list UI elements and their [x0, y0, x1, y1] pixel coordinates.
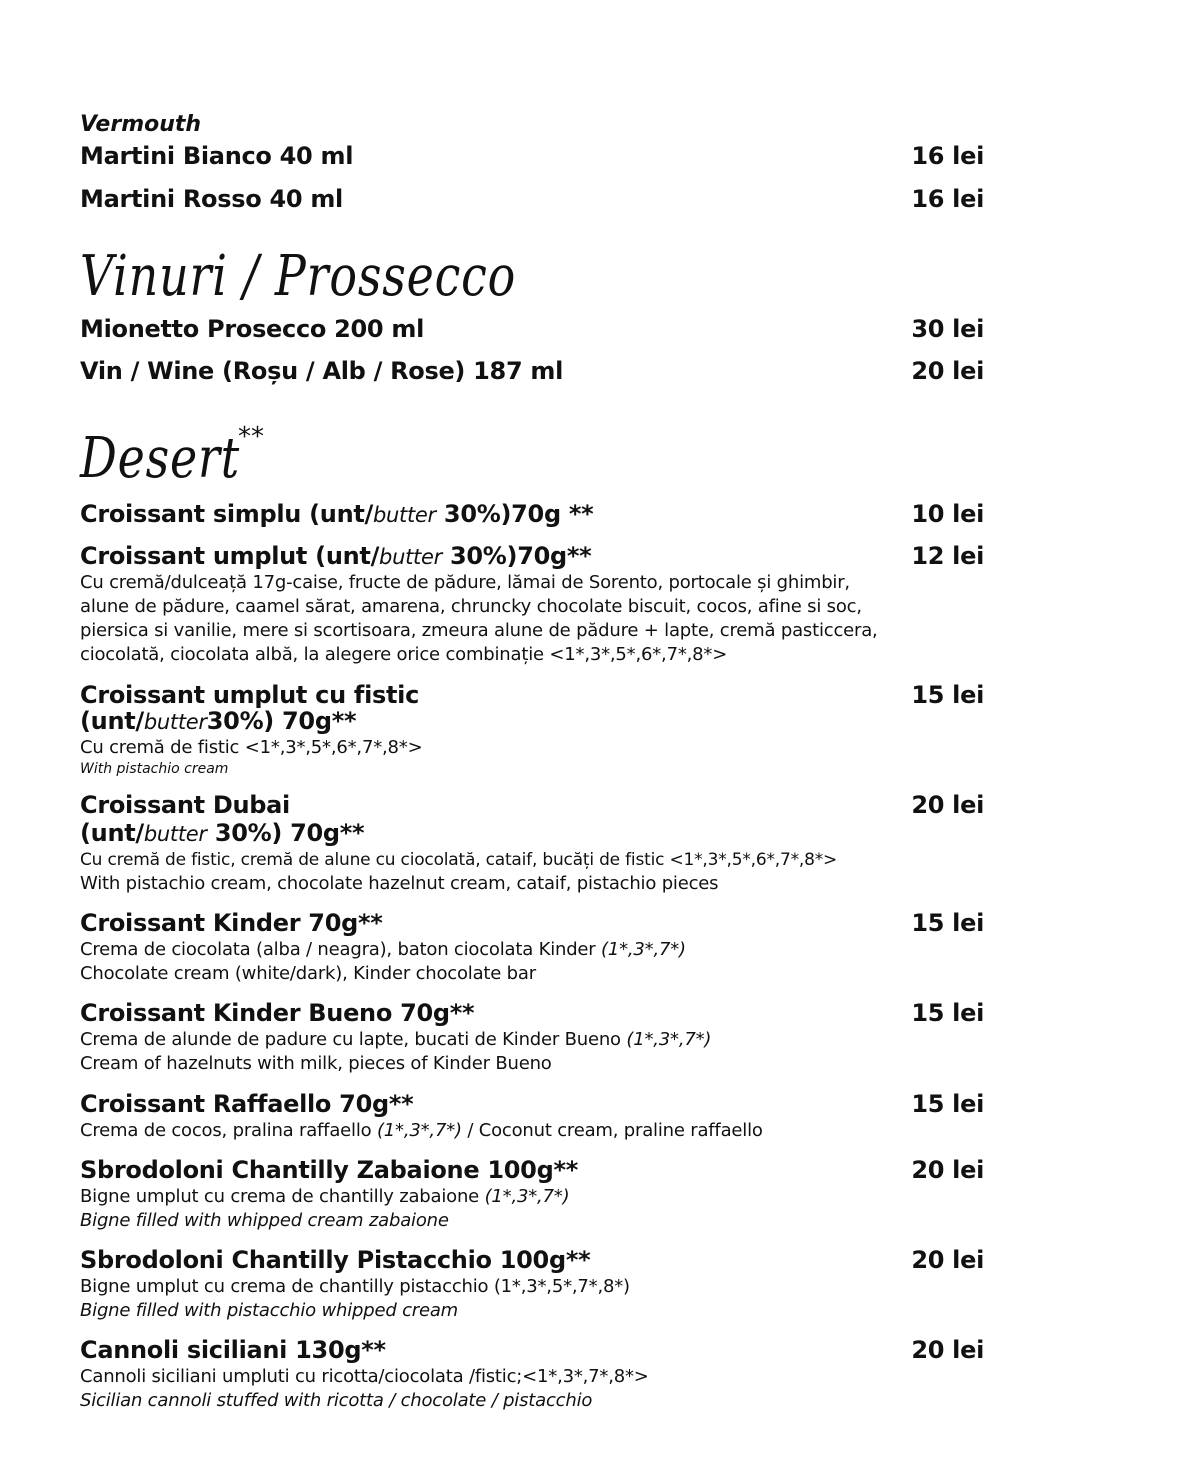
section-title-vinuri: Vinuri / Prossecco: [80, 244, 517, 309]
menu-item: [80, 1091, 984, 1118]
item-price: 15 lei: [911, 999, 984, 1027]
item-price: 12 lei: [911, 542, 984, 570]
item-name: [80, 501, 593, 529]
item-name-part: 30%)70g **: [435, 500, 594, 528]
menu-item: [80, 792, 984, 819]
item-name: Martini Bianco 40 ml: [80, 142, 354, 170]
item-name: Croissant umplut cu fistic: [80, 681, 420, 709]
item-desc-text: Crema de ciocolata (alba / neagra), baton ciocolata Kinder: [80, 939, 602, 960]
item-price: 15 lei: [911, 909, 984, 937]
item-name: Cannoli siciliani 130g**: [80, 1336, 386, 1364]
item-name: Croissant Raffaello 70g**: [80, 1090, 414, 1118]
item-desc: Cannoli siciliani umpluti cu ricotta/ciocolata /fistic;<1*,3*,7*,8*>: [80, 1366, 649, 1387]
item-desc-en: Sicilian cannoli stuffed with ricotta / chocolate / pistacchio: [80, 1390, 593, 1411]
item-allergens: (1*,3*,7*): [376, 1120, 462, 1141]
menu-item: [80, 316, 984, 343]
item-name-part: 30%) 70g**: [206, 819, 365, 847]
item-desc: Cu cremă de fistic, cremă de alune cu ciocolată, cataif, bucăți de fistic <1*,3*,5*,6*,7*,8*>: [80, 850, 838, 870]
item-allergens: (1*,3*,7*): [601, 939, 686, 960]
menu-item: [80, 1247, 984, 1274]
item-desc-en: With pistachio cream: [80, 761, 229, 777]
item-desc-en: / Coconut cream, praline raffaello: [461, 1120, 763, 1141]
item-name-em: butter: [373, 503, 436, 527]
item-name-em: butter: [143, 822, 207, 846]
item-desc-en: Cream of hazelnuts with milk, pieces of Kinder Bueno: [80, 1053, 552, 1074]
item-allergens: (1*,3*,7*): [626, 1029, 712, 1050]
item-name-part: (unt/: [80, 819, 144, 847]
menu-item: [80, 1157, 984, 1184]
item-price: 15 lei: [911, 681, 984, 709]
item-price: 15 lei: [911, 1090, 984, 1118]
menu-item: [80, 1000, 984, 1027]
item-name-line2: [80, 820, 984, 848]
section-title-desert: Desert: [80, 426, 241, 491]
item-desc: ciocolată, ciocolata albă, la alegere orice combinație <1*,3*,5*,6*,7*,8*>: [80, 644, 728, 665]
item-price: 20 lei: [911, 791, 984, 819]
item-desc-en: Chocolate cream (white/dark), Kinder chocolate bar: [80, 963, 536, 984]
item-name-part: Croissant umplut (unt/: [80, 542, 380, 570]
menu-item: [80, 910, 984, 937]
item-price: 16 lei: [911, 142, 984, 170]
item-name-part: (unt/: [80, 707, 144, 735]
item-price: 20 lei: [911, 1156, 984, 1184]
item-price: 10 lei: [911, 500, 984, 528]
item-desc-text: Crema de cocos, pralina raffaello: [80, 1120, 377, 1141]
item-name: Sbrodoloni Chantilly Zabaione 100g**: [80, 1156, 578, 1184]
item-name: Croissant Kinder 70g**: [80, 909, 383, 937]
item-name: Mionetto Prosecco 200 ml: [80, 315, 425, 343]
item-desc: piersica si vanilie, mere si scortisoara, zmeura alune de pădure + lapte, cremă pasticcera,: [80, 620, 878, 641]
menu-item: [80, 1337, 984, 1364]
item-name-em: butter: [379, 545, 442, 569]
item-desc: Bigne umplut cu crema de chantilly pistacchio (1*,3*,5*,7*,8*): [80, 1276, 630, 1297]
item-desc: [80, 1119, 984, 1143]
item-desc-text: Bigne umplut cu crema de chantilly zabaione: [80, 1186, 485, 1207]
item-desc: Cu cremă/dulceață 17g-caise, fructe de pădure, lămai de Sorento, portocale și ghimbir,: [80, 572, 850, 593]
item-price: 20 lei: [911, 1246, 984, 1274]
title-mark: **: [238, 422, 264, 452]
item-name-line2: [80, 708, 984, 736]
item-name: Sbrodoloni Chantilly Pistacchio 100g**: [80, 1246, 591, 1274]
item-name: Croissant Dubai: [80, 791, 290, 819]
item-desc-text: Crema de alunde de padure cu lapte, bucati de Kinder Bueno: [80, 1029, 627, 1050]
item-desc-en: Bigne filled with pistacchio whipped cream: [80, 1300, 459, 1321]
item-desc: alune de pădure, caamel sărat, amarena, chruncky chocolate biscuit, cocos, afine si soc,: [80, 596, 862, 617]
item-name-part: 30%) 70g**: [206, 707, 357, 735]
menu-item: [80, 682, 984, 709]
item-desc: [80, 1028, 984, 1052]
item-price: 20 lei: [911, 357, 984, 385]
section-title-desert-wrap: [80, 422, 984, 491]
item-desc: [80, 938, 984, 962]
menu-item: [80, 501, 984, 529]
item-allergens: (1*,3*,7*): [484, 1186, 570, 1207]
item-price: 20 lei: [911, 1336, 984, 1364]
item-name: Vin / Wine (Roșu / Alb / Rose) 187 ml: [80, 357, 564, 385]
item-desc: [80, 1185, 984, 1209]
menu-item: [80, 543, 984, 571]
item-desc: Cu cremă de fistic <1*,3*,5*,6*,7*,8*>: [80, 737, 423, 758]
item-price: 30 lei: [911, 315, 984, 343]
item-name-part: 30%)70g**: [441, 542, 592, 570]
item-desc-en: With pistachio cream, chocolate hazelnut cream, cataif, pistachio pieces: [80, 873, 719, 894]
item-desc-en: Bigne filled with whipped cream zabaione: [80, 1210, 449, 1231]
menu-item: [80, 143, 984, 170]
item-name-part: Croissant simplu (unt/: [80, 500, 373, 528]
item-name: Martini Rosso 40 ml: [80, 185, 343, 213]
vermouth-subtitle: Vermouth: [80, 112, 202, 137]
item-name: [80, 543, 591, 571]
menu-item: [80, 186, 984, 213]
item-price: 16 lei: [911, 185, 984, 213]
item-name-em: butter: [143, 710, 207, 734]
item-name: Croissant Kinder Bueno 70g**: [80, 999, 475, 1027]
menu-item: [80, 358, 984, 385]
